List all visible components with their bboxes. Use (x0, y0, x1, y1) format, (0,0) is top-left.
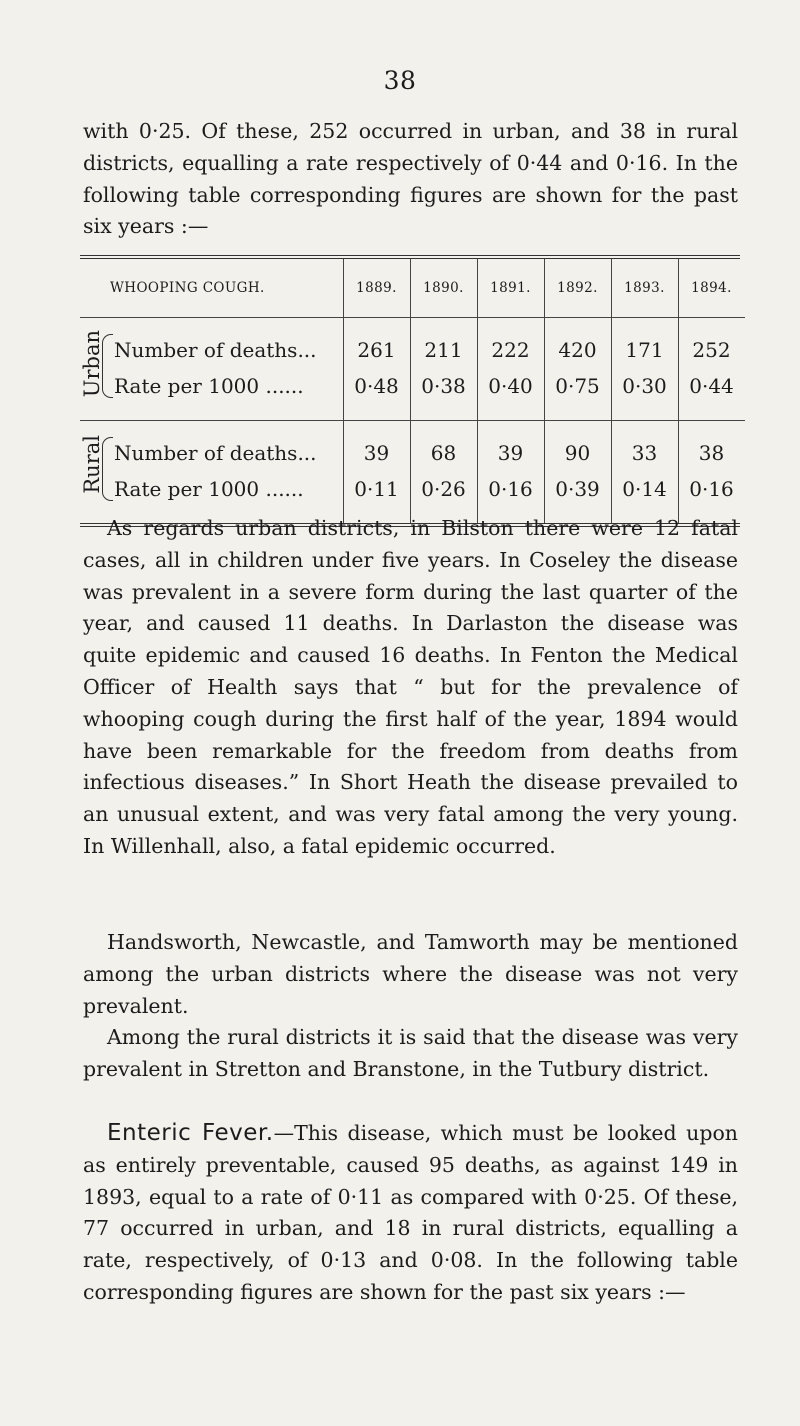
row-label: Rate per 1000 ...... (114, 477, 304, 501)
table-cell: 38 (678, 421, 745, 471)
table-cell: 0·30 (611, 368, 678, 421)
table-cell: 39 (477, 421, 544, 471)
table-cell: 0·48 (343, 368, 410, 421)
table-cell: 0·16 (477, 471, 544, 523)
row-label: Number of deaths... (114, 338, 317, 362)
table-cell: 171 (611, 318, 678, 368)
page-number: 38 (383, 66, 417, 95)
table-cell: 0·40 (477, 368, 544, 421)
table-row (80, 421, 745, 471)
table-cell: 0·16 (678, 471, 745, 523)
table-cell: 68 (410, 421, 477, 471)
body-paragraph-rural: Among the rural districts it is said that the disease was very prevalent in Stretton and Branstone, in the Tutbury district. (83, 1025, 738, 1081)
table-cell: 211 (410, 318, 477, 368)
year-header: 1893. (611, 259, 678, 318)
body-paragraph-districts: As regards urban districts, in Bilston there were 12 fatal cases, all in children under five years. In Coseley the disease was prevalent in a severe form during the last quarter of the year, and caused 11 deaths. In Darlaston the disease was quite epidemic and caused 16 deaths. In Fenton the Medical Officer of Health says that “ but for the prevalence of whooping cough during the first half of the year, 1894 would have been remarkable for the freedom from deaths from infectious diseases.” In Short Heath the disease prevailed to an unusual extent, and was very fatal among the very young. In Willenhall, also, a fatal epidemic occurred. (83, 516, 738, 858)
body-paragraph-handsworth: Handsworth, Newcastle, and Tamworth may be mentioned among the urban districts where the disease was not very prevalent. (83, 930, 738, 1018)
table-title: WHOOPING COUGH. (110, 280, 265, 296)
table-cell: 0·26 (410, 471, 477, 523)
enteric-fever-text: —This disease, which must be looked upon as entirely preventable, caused 95 deaths, as against 149 in 1893, equal to a rate of 0·11 as compared with 0·25. Of these, 77 occurred in urban, and 18 in rural districts, equalling a rate, respectively, of 0·13 and 0·08. In the following table corresponding figures are shown for the past six years :— (83, 1121, 738, 1304)
table-cell: 90 (544, 421, 611, 471)
year-header: 1894. (678, 259, 745, 318)
table-top-rule (80, 255, 740, 256)
group-label-urban: Urban (80, 330, 104, 398)
stats-table (80, 259, 745, 523)
enteric-fever-paragraph (83, 1118, 738, 1309)
group-label-rural: Rural (80, 435, 104, 494)
table-cell: 0·38 (410, 368, 477, 421)
intro-paragraph: with 0·25. Of these, 252 occurred in urban, and 38 in rural districts, equalling a rate respectively of 0·44 and 0·16. In the following table corresponding figures are shown for the past six years :— (83, 119, 738, 239)
table-cell: 0·14 (611, 471, 678, 523)
year-header: 1892. (544, 259, 611, 318)
table-cell: 33 (611, 421, 678, 471)
row-label: Number of deaths... (114, 441, 317, 465)
year-header: 1890. (410, 259, 477, 318)
table-cell: 0·39 (544, 471, 611, 523)
year-header: 1889. (343, 259, 410, 318)
table-cell: 252 (678, 318, 745, 368)
table-row (80, 318, 745, 368)
table-row (80, 368, 745, 421)
table-cell: 261 (343, 318, 410, 368)
table-cell: 0·44 (678, 368, 745, 421)
table-cell: 0·11 (343, 471, 410, 523)
table-cell: 39 (343, 421, 410, 471)
whooping-cough-table (80, 255, 740, 527)
table-cell: 222 (477, 318, 544, 368)
enteric-fever-heading: Enteric Fever. (107, 1120, 274, 1146)
row-label: Rate per 1000 ...... (114, 374, 304, 398)
table-cell: 0·75 (544, 368, 611, 421)
year-header: 1891. (477, 259, 544, 318)
table-cell: 420 (544, 318, 611, 368)
